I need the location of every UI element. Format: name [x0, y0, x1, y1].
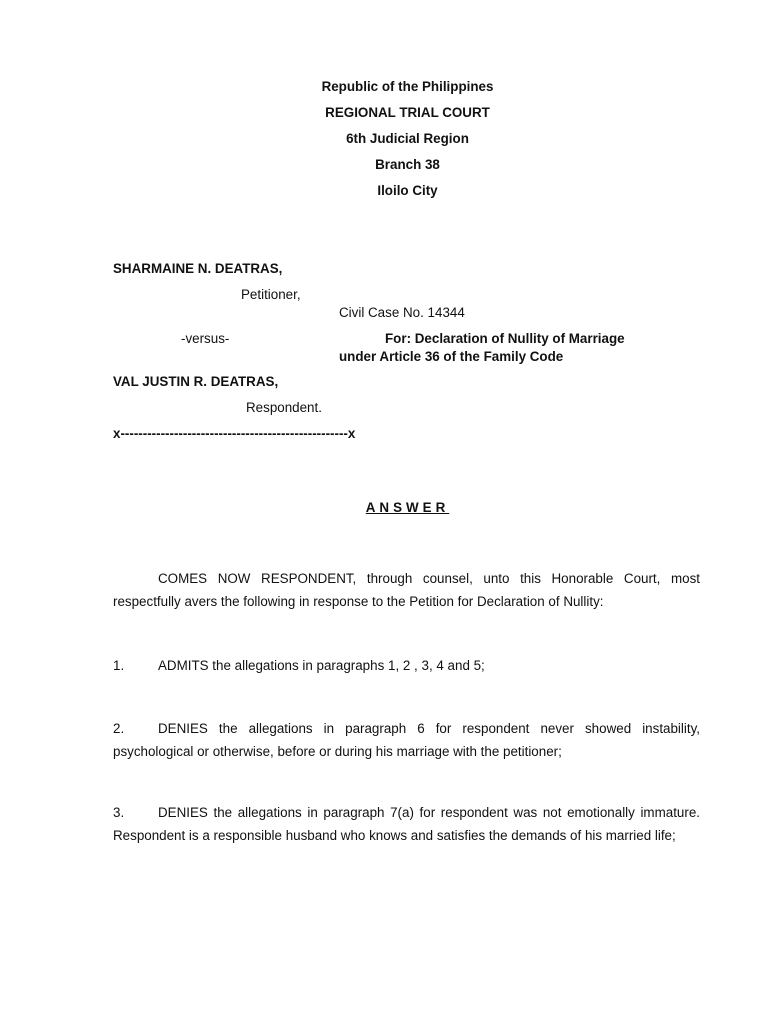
paragraph-text: ADMITS the allegations in paragraphs 1, 2 , 3, 4 and 5; — [158, 658, 485, 673]
petitioner-name: SHARMAINE N. DEATRAS, — [113, 261, 283, 276]
heading-court: REGIONAL TRIAL COURT — [325, 105, 490, 120]
case-number: Civil Case No. 14344 — [339, 305, 465, 320]
paragraph-number: 1. — [113, 658, 125, 673]
paragraph-number: 2. — [113, 721, 125, 736]
versus-label: -versus- — [181, 331, 230, 346]
petitioner-label: Petitioner, — [241, 287, 301, 302]
paragraph-1 — [113, 654, 700, 677]
respondent-label: Respondent. — [246, 400, 322, 415]
caption-separator: x---------------------------------------------------x — [113, 426, 356, 441]
heading-city: Iloilo City — [377, 183, 438, 198]
case-nature-line2: under Article 36 of the Family Code — [339, 349, 564, 364]
respondent-name: VAL JUSTIN R. DEATRAS, — [113, 374, 279, 389]
paragraph-2 — [113, 717, 700, 763]
case-nature-line1: For: Declaration of Nullity of Marriage — [385, 331, 625, 346]
heading-region: 6th Judicial Region — [346, 131, 469, 146]
document-title: ANSWER — [365, 500, 450, 515]
heading-republic: Republic of the Philippines — [321, 79, 494, 94]
paragraph-number: 3. — [113, 805, 125, 820]
intro-paragraph — [113, 567, 700, 613]
paragraph-text: DENIES the allegations in paragraph 6 for respondent never showed instability, psychological or otherwise, before or during his marriage with the petitioner; — [113, 721, 700, 759]
intro-text: COMES NOW RESPONDENT, through counsel, unto this Honorable Court, most respectfully avers the following in response to the Petition for Declaration of Nullity: — [113, 571, 700, 609]
paragraph-3 — [113, 801, 700, 847]
paragraph-text: DENIES the allegations in paragraph 7(a) for respondent was not emotionally immature. Respondent is a responsible husband who knows and satisfies the demands of his married life; — [113, 805, 700, 843]
heading-branch: Branch 38 — [375, 157, 440, 172]
